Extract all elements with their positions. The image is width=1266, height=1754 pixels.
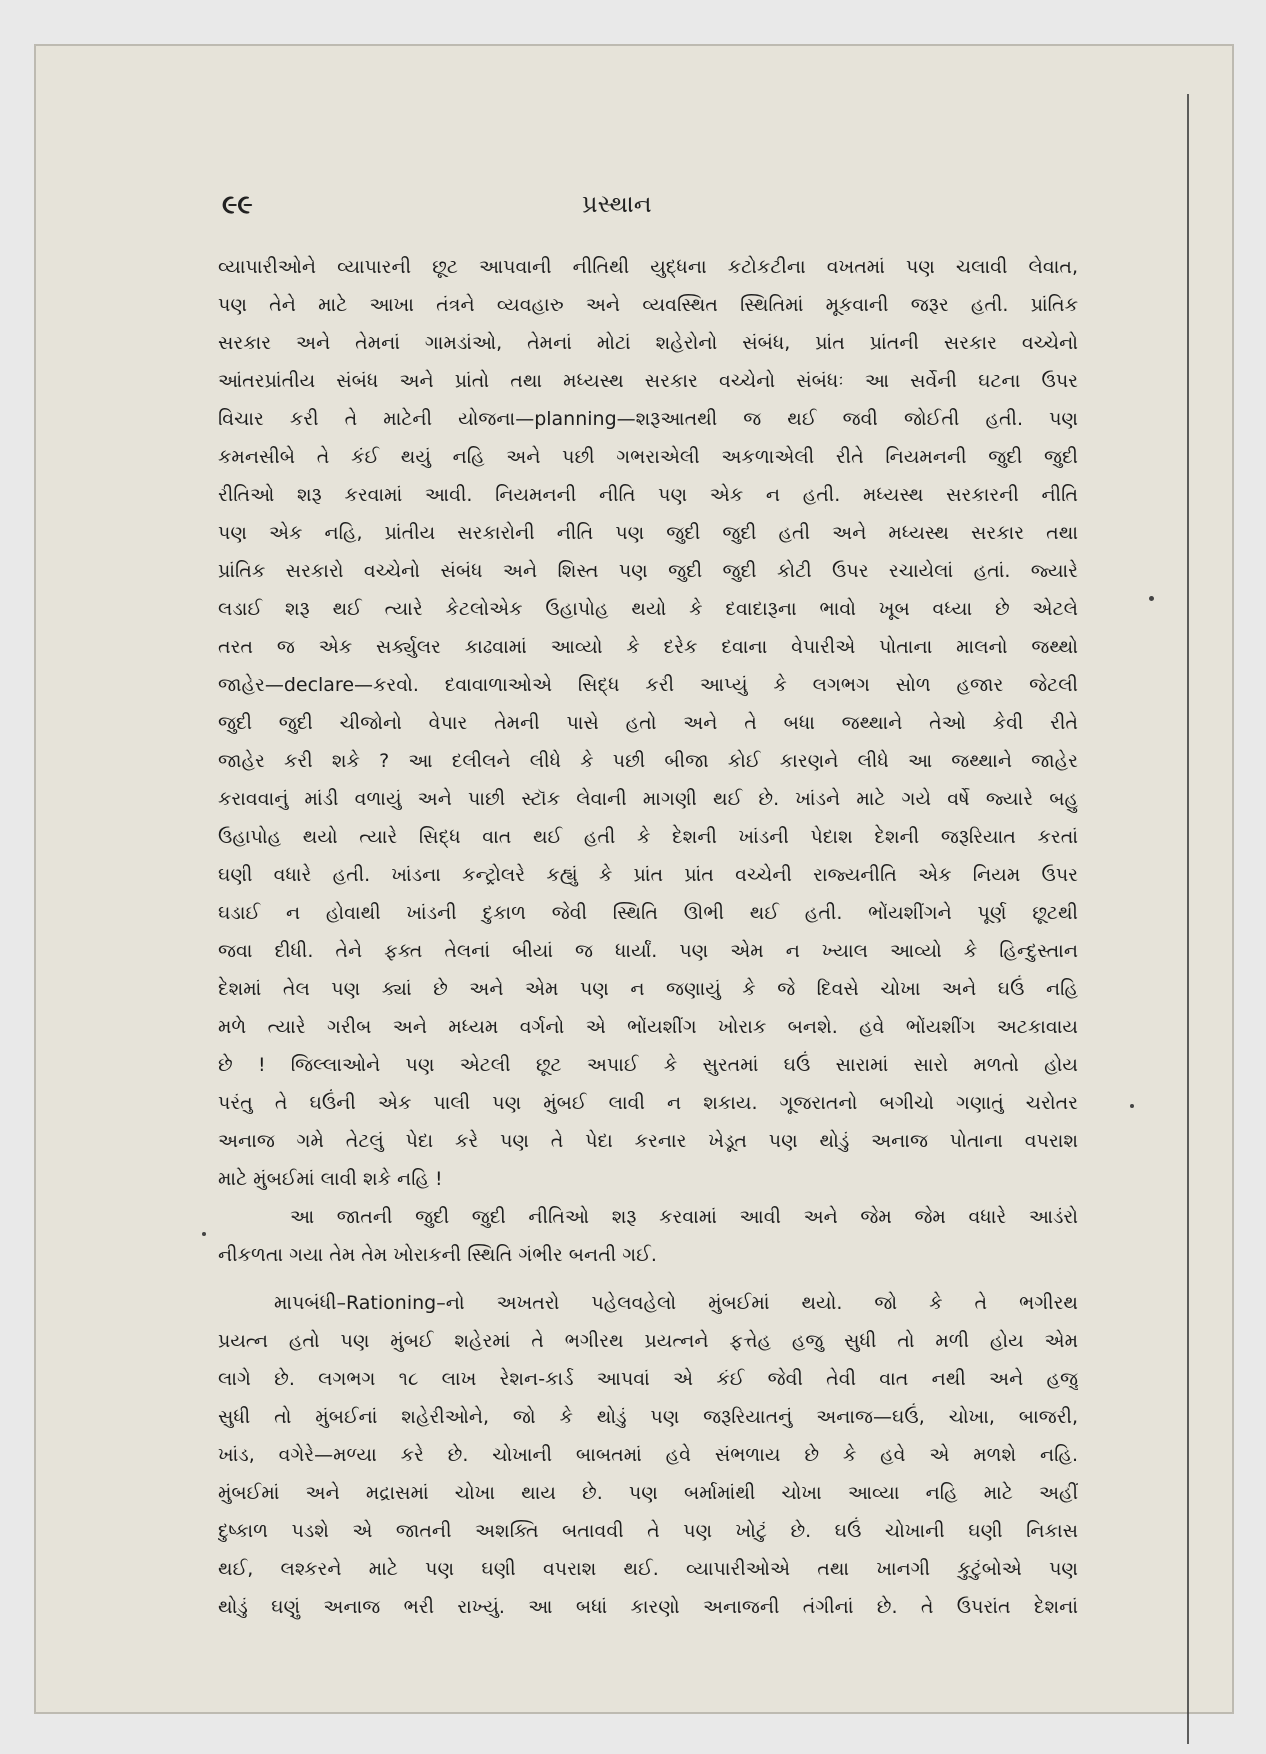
text-line: તરત જ એક સર્ક્યુલર કાઢવામાં આવ્યો કે દરેક દવાના વેપારીએ પોતાના માલનો જથ્થો (218, 636, 1078, 658)
text-line: જાહેર—declare—કરવો. દવાવાળાઓએ સિદ્ધ કરી આપ્યું કે લગભગ સોળ હજાર જેટલી (218, 674, 1078, 696)
text-line: ઉહાપોહ થયો ત્યારે સિદ્ધ વાત થઈ હતી કે દેશની ખાંડની પેદાશ દેશની જરૂરિયાત કરતાં (218, 826, 1078, 848)
text-line: ઘડાઈ ન હોવાથી ખાંડની દુકાળ જેવી સ્થિતિ ઊભી થઈ હતી. ભોંયશીંગને પૂર્ણ છૂટથી (218, 902, 1078, 924)
text-line: પ્રાંતિક સરકારો વચ્ચેનો સંબંધ અને શિસ્ત પણ જુદી જુદી કોટી ઉપર રચાયેલાં હતાં. જ્યારે (218, 560, 1078, 582)
text-line: સુધી તો મુંબઈનાં શહેરીઓને, જો કે થોડું પણ જરૂરિયાતનું અનાજ—ઘઉં, ચોખા, બાજરી, (218, 1406, 1078, 1428)
text-line: પણ એક નહિ, પ્રાંતીય સરકારોની નીતિ પણ જુદી જુદી હતી અને મધ્યસ્થ સરકાર તથા (218, 522, 1078, 544)
text-line: લાગે છે. લગભગ ૧૮ લાખ રેશન-કાર્ડ આપવાં એ કંઈ જેવી તેવી વાત નથી અને હજુ (218, 1368, 1078, 1390)
text-line: અનાજ ગમે તેટલું પેદા કરે પણ તે પેદા કરનાર ખેડૂત પણ થોડું અનાજ પોતાના વપરાશ (218, 1130, 1078, 1152)
page-edge-line (1187, 94, 1189, 1744)
running-title: પ્રસ્થાન (582, 190, 652, 218)
text-line: માટે મુંબઈમાં લાવી શકે નહિ ! (218, 1168, 443, 1190)
paragraph-2 (218, 1198, 1078, 1274)
text-line: માપબંધી–Rationing–નો અખતરો પહેલવહેલો મુંબઈમાં થયો. જો કે તે ભગીરથ (274, 1292, 1078, 1314)
text-line: ખાંડ, વગેરે—મળ્યા કરે છે. ચોખાની બાબતમાં હવે સંભળાય છે કે હવે એ મળશે નહિ. (218, 1444, 1078, 1466)
text-line: પણ તેને માટે આખા તંત્રને વ્યવહારુ અને વ્યવસ્થિત સ્થિતિમાં મૂકવાની જરૂર હતી. પ્રાંતિક (218, 294, 1078, 316)
paragraph-gap (218, 1274, 1078, 1284)
text-line: વિચાર કરી તે માટેની યોજના—planning—શરૂઆતથી જ થઈ જવી જોઈતી હતી. પણ (218, 408, 1078, 430)
text-line: જવા દીધી. તેને ફક્ત તેલનાં બીયાં જ ધાર્યાં. પણ એમ ન ખ્યાલ આવ્યો કે હિન્દુસ્તાન (218, 940, 1078, 962)
text-line: ઘણી વધારે હતી. ખાંડના કન્ટ્રોલરે કહ્યું કે પ્રાંત પ્રાંત વચ્ચેની રાજ્યનીતિ એક નિયમ ઉપર (218, 864, 1078, 886)
text-line: જુદી જુદી ચીજોનો વેપાર તેમની પાસે હતો અને તે બધા જથ્થાને તેઓ કેવી રીતે (218, 712, 1078, 734)
text-line: પરંતુ તે ઘઉંની એક પાલી પણ મુંબઈ લાવી ન શકાય. ગૂજરાતનો બગીચો ગણાતું ચરોતર (218, 1092, 1078, 1114)
page-number: ૯૯ (222, 190, 253, 220)
text-line: પ્રયત્ન હતો પણ મુંબઈ શહેરમાં તે ભગીરથ પ્રયત્નને ફત્તેહ હજુ સુધી તો મળી હોય એમ (218, 1330, 1078, 1352)
text-line: મુંબઈમાં અને મદ્રાસમાં ચોખા થાય છે. પણ બર્મામાંથી ચોખા આવ્યા નહિ માટે અહીં (218, 1482, 1078, 1504)
text-line: રીતિઓ શરૂ કરવામાં આવી. નિયમનની નીતિ પણ એક ન હતી. મધ્યસ્થ સરકારની નીતિ (218, 484, 1078, 506)
scan-speck (1130, 1104, 1134, 1108)
text-line: દુષ્કાળ પડશે એ જાતની અશક્તિ બતાવવી તે પણ ખોટું છે. ઘઉં ચોખાની ઘણી નિકાસ (218, 1520, 1078, 1542)
paragraph-1 (218, 248, 1078, 1198)
text-line: આ જાતની જુદી જુદી નીતિઓ શરૂ કરવામાં આવી અને જેમ જેમ વધારે આડંરો (290, 1206, 1078, 1228)
scan-speck (1149, 596, 1154, 601)
text-line: થોડું ઘણું અનાજ ભરી રાખ્યું. આ બધાં કારણો અનાજની તંગીનાં છે. તે ઉપરાંત દેશનાં (218, 1596, 1078, 1618)
text-line: છે ! જિલ્લાઓને પણ એટલી છૂટ અપાઈ કે સુરતમાં ઘઉં સારામાં સારો મળતો હોય (218, 1054, 1078, 1076)
text-line: સરકાર અને તેમનાં ગામડાંઓ, તેમનાં મોટાં શહેરોનો સંબંધ, પ્રાંત પ્રાંતની સરકાર વચ્ચેનો (218, 332, 1078, 354)
paragraph-3 (218, 1284, 1078, 1626)
text-line: દેશમાં તેલ પણ ક્યાં છે અને એમ પણ ન જણાયું કે જે દિવસે ચોખા અને ઘઉં નહિ (218, 978, 1078, 1000)
text-line: થઈ, લશ્કરને માટે પણ ઘણી વપરાશ થઈ. વ્યાપારીઓએ તથા ખાનગી કુટુંબોએ પણ (218, 1558, 1078, 1580)
scan-speck (202, 1232, 206, 1236)
page-header (222, 190, 1082, 230)
text-line: કમનસીબે તે કંઈ થયું નહિ અને પછી ગભરાએલી અકળાએલી રીતે નિયમનની જુદી જુદી (218, 446, 1078, 468)
text-line: આંતરપ્રાંતીય સંબંધ અને પ્રાંતો તથા મધ્યસ્થ સરકાર વચ્ચેનો સંબંધઃ આ સર્વેની ઘટના ઉપર (218, 370, 1078, 392)
text-line: કરાવવાનું માંડી વળાયું અને પાછી સ્ટૉક લેવાની માગણી થઈ છે. ખાંડને માટે ગયે વર્ષે જ્યારે બહુ (218, 788, 1078, 810)
body-text (218, 248, 1078, 1626)
text-line: નીકળતા ગયા તેમ તેમ ખોરાકની સ્થિતિ ગંભીર બનતી ગઈ. (218, 1244, 657, 1266)
text-line: વ્યાપારીઓને વ્યાપારની છૂટ આપવાની નીતિથી યુદ્ધના કટોકટીના વખતમાં પણ ચલાવી લેવાત, (218, 256, 1078, 278)
text-line: જાહેર કરી શકે ? આ દલીલને લીધે કે પછી બીજા કોઈ કારણને લીધે આ જથ્થાને જાહેર (218, 750, 1078, 772)
text-line: લડાઈ શરૂ થઈ ત્યારે કેટલોએક ઉહાપોહ થયો કે દવાદારૂના ભાવો ખૂબ વધ્યા છે એટલે (218, 598, 1078, 620)
text-line: મળે ત્યારે ગરીબ અને મધ્યમ વર્ગનો એ ભોંયશીંગ ખોરાક બનશે. હવે ભોંયશીંગ અટકાવાય (218, 1016, 1078, 1038)
